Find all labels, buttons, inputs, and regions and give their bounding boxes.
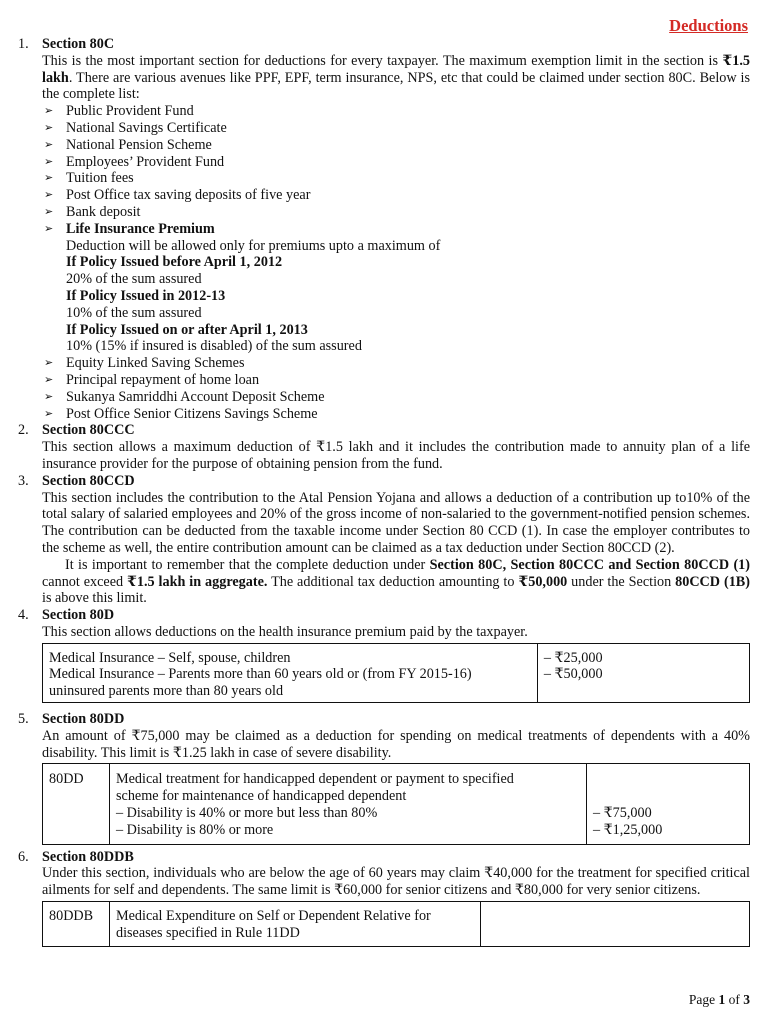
intro-text-end: . There are various avenues like PPF, EPF, term insurance, NPS, etc that could be claimed under section 80C. Below is the complete list: xyxy=(42,69,750,103)
list-item-text: Principal repayment of home loan xyxy=(66,371,260,388)
intro-limit: ₹1.5 lakh xyxy=(42,52,750,86)
table-cell-value: – ₹25,000 xyxy=(543,649,603,666)
deduction-table-80dd xyxy=(42,763,750,844)
table-cell-code: 80DDB xyxy=(43,902,110,947)
lip-condition-text: 20% of the sum assured xyxy=(66,271,202,288)
section-text: This section includes the contribution to the Atal Pension Yojana and allows a deduction of a contribution up to10% of the total salary of salaried employees and 20% of the gross income of non-salaried to the government-notified pension schemes. The contribution can be deducted from the taxable income under Section 80 CCD (1). In case the employer contributes to the scheme as well, the entire contribution amount can be claimed as a tax deduction under Section 80CCD (2). xyxy=(42,489,750,556)
list-item-text: National Savings Certificate xyxy=(66,119,227,136)
list-item-text: Public Provident Fund xyxy=(66,103,194,120)
note-text: It is important to remember that the complete deduction under xyxy=(65,556,430,573)
arrow-bullet-icon: ➢ xyxy=(44,390,54,403)
list-item xyxy=(42,170,750,187)
section-80d xyxy=(18,607,750,703)
list-item-text: Post Office tax saving deposits of five year xyxy=(66,187,311,204)
table-cell-text: uninsured parents more than 80 years old xyxy=(49,683,284,700)
table-cell-text: Medical Insurance – Parents more than 60 years old or (from FY 2015-16) xyxy=(49,666,472,683)
arrow-bullet-icon: ➢ xyxy=(44,172,54,185)
section-80c xyxy=(18,36,750,422)
list-item xyxy=(42,355,750,372)
arrow-bullet-icon: ➢ xyxy=(44,105,54,118)
section-note xyxy=(42,557,750,607)
table-cell-text: Medical Insurance – Self, spouse, children xyxy=(49,649,291,666)
section-intro xyxy=(42,53,750,103)
section-80ccd xyxy=(18,473,750,607)
section-number: 1. xyxy=(18,36,29,52)
table-cell-value: – ₹1,25,000 xyxy=(593,821,663,838)
arrow-bullet-icon: ➢ xyxy=(44,155,54,168)
table-cell-value: – ₹50,000 xyxy=(543,666,603,683)
table-cell-code: 80DD xyxy=(43,764,110,844)
page-total: 3 xyxy=(743,992,750,1007)
list-item-text: Tuition fees xyxy=(66,170,134,187)
list-item xyxy=(42,389,750,406)
section-text: Under this section, individuals who are below the age of 60 years may claim ₹40,000 for the treatment for specified critical ailments for self and dependents. The same limit is ₹60,000 for senior citizens and ₹80,000 for very senior citizens. xyxy=(42,865,750,899)
arrow-bullet-icon: ➢ xyxy=(44,121,54,134)
section-number: 5. xyxy=(18,711,29,728)
list-item xyxy=(42,103,750,120)
table-row xyxy=(43,764,750,844)
list-item-text: Equity Linked Saving Schemes xyxy=(66,355,245,372)
section-heading: Section 80D xyxy=(42,607,115,624)
section-text: This section allows a maximum deduction of ₹1.5 lakh and it includes the contribution made to annuity plan of a life insurance provider for the purpose of obtaining pension from the fund. xyxy=(42,439,750,472)
intro-text: This is the most important section for deductions for every taxpayer. The maximum exemption limit in the section is xyxy=(42,52,723,69)
deduction-table-80d xyxy=(42,643,750,703)
list-item xyxy=(42,137,750,154)
list-item xyxy=(42,154,750,171)
table-cell-description xyxy=(110,902,481,947)
table-cell-description xyxy=(110,764,587,844)
section-heading: Section 80CCD xyxy=(42,472,135,489)
list-item xyxy=(42,187,750,204)
list-item xyxy=(42,204,750,221)
lip-condition-text: 10% of the sum assured xyxy=(66,304,202,321)
table-cell-amount xyxy=(537,643,749,702)
section-heading: Section 80CCC xyxy=(42,422,135,439)
deduction-list xyxy=(42,103,750,422)
note-bold: ₹50,000 xyxy=(518,573,568,590)
page-label: Page xyxy=(688,992,716,1007)
table-cell-text: Medical treatment for handicapped dependent or payment to specified xyxy=(116,771,514,788)
list-item xyxy=(42,372,750,389)
list-item-text: Sukanya Samriddhi Account Deposit Scheme xyxy=(66,388,325,405)
section-number: 4. xyxy=(18,607,29,624)
arrow-bullet-icon: ➢ xyxy=(44,138,54,151)
list-item-heading: Life Insurance Premium xyxy=(66,220,215,237)
page-title: Deductions xyxy=(669,16,748,35)
list-item-text: Post Office Senior Citizens Savings Scheme xyxy=(66,405,318,422)
section-text: This section allows deductions on the health insurance premium paid by the taxpayer. xyxy=(42,623,528,640)
list-item-life-insurance xyxy=(42,221,750,355)
note-text: under the Section xyxy=(567,573,676,590)
arrow-bullet-icon: ➢ xyxy=(44,373,54,386)
arrow-bullet-icon: ➢ xyxy=(44,222,54,235)
document-body xyxy=(18,36,750,947)
section-number: 3. xyxy=(18,472,29,489)
table-cell-amount xyxy=(587,764,750,844)
table-row xyxy=(43,902,750,947)
note-bold: ₹1.5 lakh in aggregate. xyxy=(127,573,268,590)
list-item xyxy=(42,406,750,423)
note-text: The additional tax deduction amounting to xyxy=(267,573,519,590)
table-row xyxy=(43,643,750,702)
arrow-bullet-icon: ➢ xyxy=(44,189,54,202)
note-text: cannot exceed xyxy=(42,573,128,590)
table-cell-text: – Disability is 80% or more xyxy=(116,821,274,838)
note-text: is above this limit. xyxy=(42,590,147,607)
section-number: 2. xyxy=(18,422,29,439)
lip-condition-text: 10% (15% if insured is disabled) of the sum assured xyxy=(66,338,362,355)
section-80ccc xyxy=(18,422,750,472)
lip-condition-heading: If Policy Issued on or after April 1, 2013 xyxy=(66,321,308,338)
list-item-text: Employees’ Provident Fund xyxy=(66,153,225,170)
section-80ddb xyxy=(18,849,750,947)
arrow-bullet-icon: ➢ xyxy=(44,205,54,218)
table-cell-text: scheme for maintenance of handicapped dependent xyxy=(116,788,407,805)
table-cell-value: – ₹75,000 xyxy=(593,805,652,822)
list-item xyxy=(42,120,750,137)
lip-condition-heading: If Policy Issued in 2012-13 xyxy=(66,287,226,304)
arrow-bullet-icon: ➢ xyxy=(44,357,54,370)
list-item-text: Bank deposit xyxy=(66,203,141,220)
section-heading: Section 80DDB xyxy=(42,848,134,865)
page-footer xyxy=(689,992,750,1009)
note-bold: 80CCD (1B) xyxy=(675,573,750,590)
table-cell-amount xyxy=(481,902,750,947)
lip-description: Deduction will be allowed only for premiums upto a maximum of xyxy=(66,237,441,254)
arrow-bullet-icon: ➢ xyxy=(44,407,54,420)
section-heading: Section 80C xyxy=(42,36,115,52)
section-text: An amount of ₹75,000 may be claimed as a deduction for spending on medical treatments of dependents with a 40% disability. This limit is ₹1.25 lakh in case of severe disability. xyxy=(42,727,750,761)
table-cell-description xyxy=(43,643,538,702)
table-cell-text: diseases specified in Rule 11DD xyxy=(116,924,300,941)
section-80dd xyxy=(18,711,750,845)
table-cell-text: Medical Expenditure on Self or Dependent Relative for xyxy=(116,908,431,925)
deduction-table-80ddb xyxy=(42,901,750,947)
note-bold: Section 80C, Section 80CCC and Section 80CCD (1) xyxy=(429,556,751,573)
section-heading: Section 80DD xyxy=(42,711,125,728)
page-current: 1 xyxy=(718,992,726,1007)
list-item-text: National Pension Scheme xyxy=(66,136,212,153)
page-of: of xyxy=(728,992,740,1007)
section-number: 6. xyxy=(18,848,29,865)
table-cell-text: – Disability is 40% or more but less than 80% xyxy=(116,805,378,822)
lip-condition-heading: If Policy Issued before April 1, 2012 xyxy=(66,254,283,271)
